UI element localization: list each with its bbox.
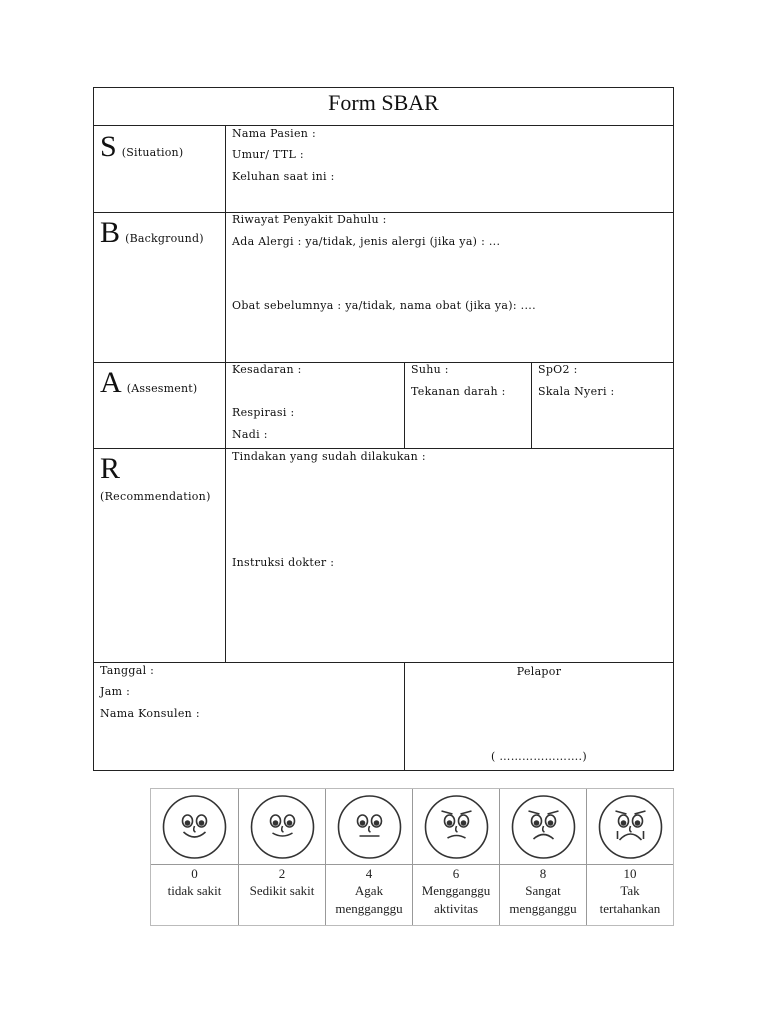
signature-line: ( ………………….): [491, 750, 587, 763]
pain-face-icon: [500, 789, 587, 863]
field-nama-pasien: Nama Pasien :: [232, 127, 316, 140]
assessment-letter: A: [100, 366, 122, 399]
field-tindakan: Tindakan yang sudah dilakukan :: [232, 450, 426, 463]
pain-scale-item: [499, 789, 586, 925]
pain-scale-item: [586, 789, 673, 925]
pain-score-label: 2: [278, 866, 286, 881]
pain-description-label: Sangat: [525, 883, 561, 898]
recommendation-label: (Recommendation): [100, 490, 211, 503]
field-kesadaran: Kesadaran :: [232, 363, 302, 376]
field-instruksi: Instruksi dokter :: [232, 556, 335, 569]
pain-description-label: tertahankan: [599, 901, 661, 916]
pain-scale-item: [412, 789, 499, 925]
divider: [531, 362, 532, 448]
pain-score-label: 8: [539, 866, 547, 881]
pain-description-label: Agak: [354, 883, 384, 898]
field-spo2: SpO2 :: [538, 363, 578, 376]
pain-score-label: 4: [365, 866, 373, 881]
pain-description-label: tidak sakit: [167, 883, 222, 898]
pain-score-label: 10: [623, 866, 637, 881]
sbar-form: [93, 87, 674, 771]
pain-scale-item: [325, 789, 412, 925]
divider: [94, 448, 673, 449]
situation-label: (Situation): [121, 146, 184, 159]
pain-face-icon: [413, 789, 500, 863]
field-alergi: Ada Alergi : ya/tidak, jenis alergi (jika ya) : ...: [232, 235, 501, 248]
pain-score-label: 0: [191, 866, 198, 881]
field-skala-nyeri: Skala Nyeri :: [538, 385, 615, 398]
pain-scale-item: [151, 789, 238, 925]
field-obat: Obat sebelumnya : ya/tidak, nama obat (jika ya): ....: [232, 299, 536, 312]
pain-description-label: Mengganggu: [421, 883, 491, 898]
pain-face-icon: [587, 789, 674, 863]
field-jam: Jam :: [100, 685, 131, 698]
pain-face-icon: [326, 789, 413, 863]
pain-score-label: 6: [452, 866, 460, 881]
divider: [94, 125, 673, 126]
pain-scale-chart: [150, 788, 674, 926]
field-tekanan-darah: Tekanan darah :: [411, 385, 506, 398]
pain-description-label: Sedikit sakit: [249, 883, 315, 898]
pelapor-label: Pelapor: [516, 665, 562, 678]
pain-face-icon: [239, 789, 326, 863]
field-umur-ttl: Umur/ TTL :: [232, 148, 304, 161]
form-title: Form SBAR: [328, 90, 439, 115]
divider: [94, 362, 673, 363]
situation-letter: S: [100, 130, 117, 163]
background-label: (Background): [125, 232, 204, 245]
field-suhu: Suhu :: [411, 363, 449, 376]
field-keluhan: Keluhan saat ini :: [232, 170, 335, 183]
pain-description-label: mengganggu: [335, 901, 403, 916]
field-nama-konsulen: Nama Konsulen :: [100, 707, 200, 720]
pain-description-label: aktivitas: [433, 901, 479, 916]
divider: [94, 662, 673, 663]
field-respirasi: Respirasi :: [232, 406, 295, 419]
pain-scale-item: [238, 789, 325, 925]
assessment-label: (Assesment): [126, 382, 198, 395]
situation-heading: [100, 132, 183, 162]
field-tanggal: Tanggal :: [100, 664, 155, 677]
pain-description-label: Tak: [620, 883, 640, 898]
divider: [225, 125, 226, 662]
background-letter: B: [100, 216, 121, 249]
assessment-heading: [100, 368, 197, 398]
field-riwayat: Riwayat Penyakit Dahulu :: [232, 213, 387, 226]
divider: [404, 362, 405, 448]
field-nadi: Nadi :: [232, 428, 268, 441]
pain-description-label: mengganggu: [509, 901, 577, 916]
recommendation-letter: R: [100, 452, 121, 485]
pain-face-icon: [151, 789, 238, 863]
background-heading: [100, 218, 204, 248]
